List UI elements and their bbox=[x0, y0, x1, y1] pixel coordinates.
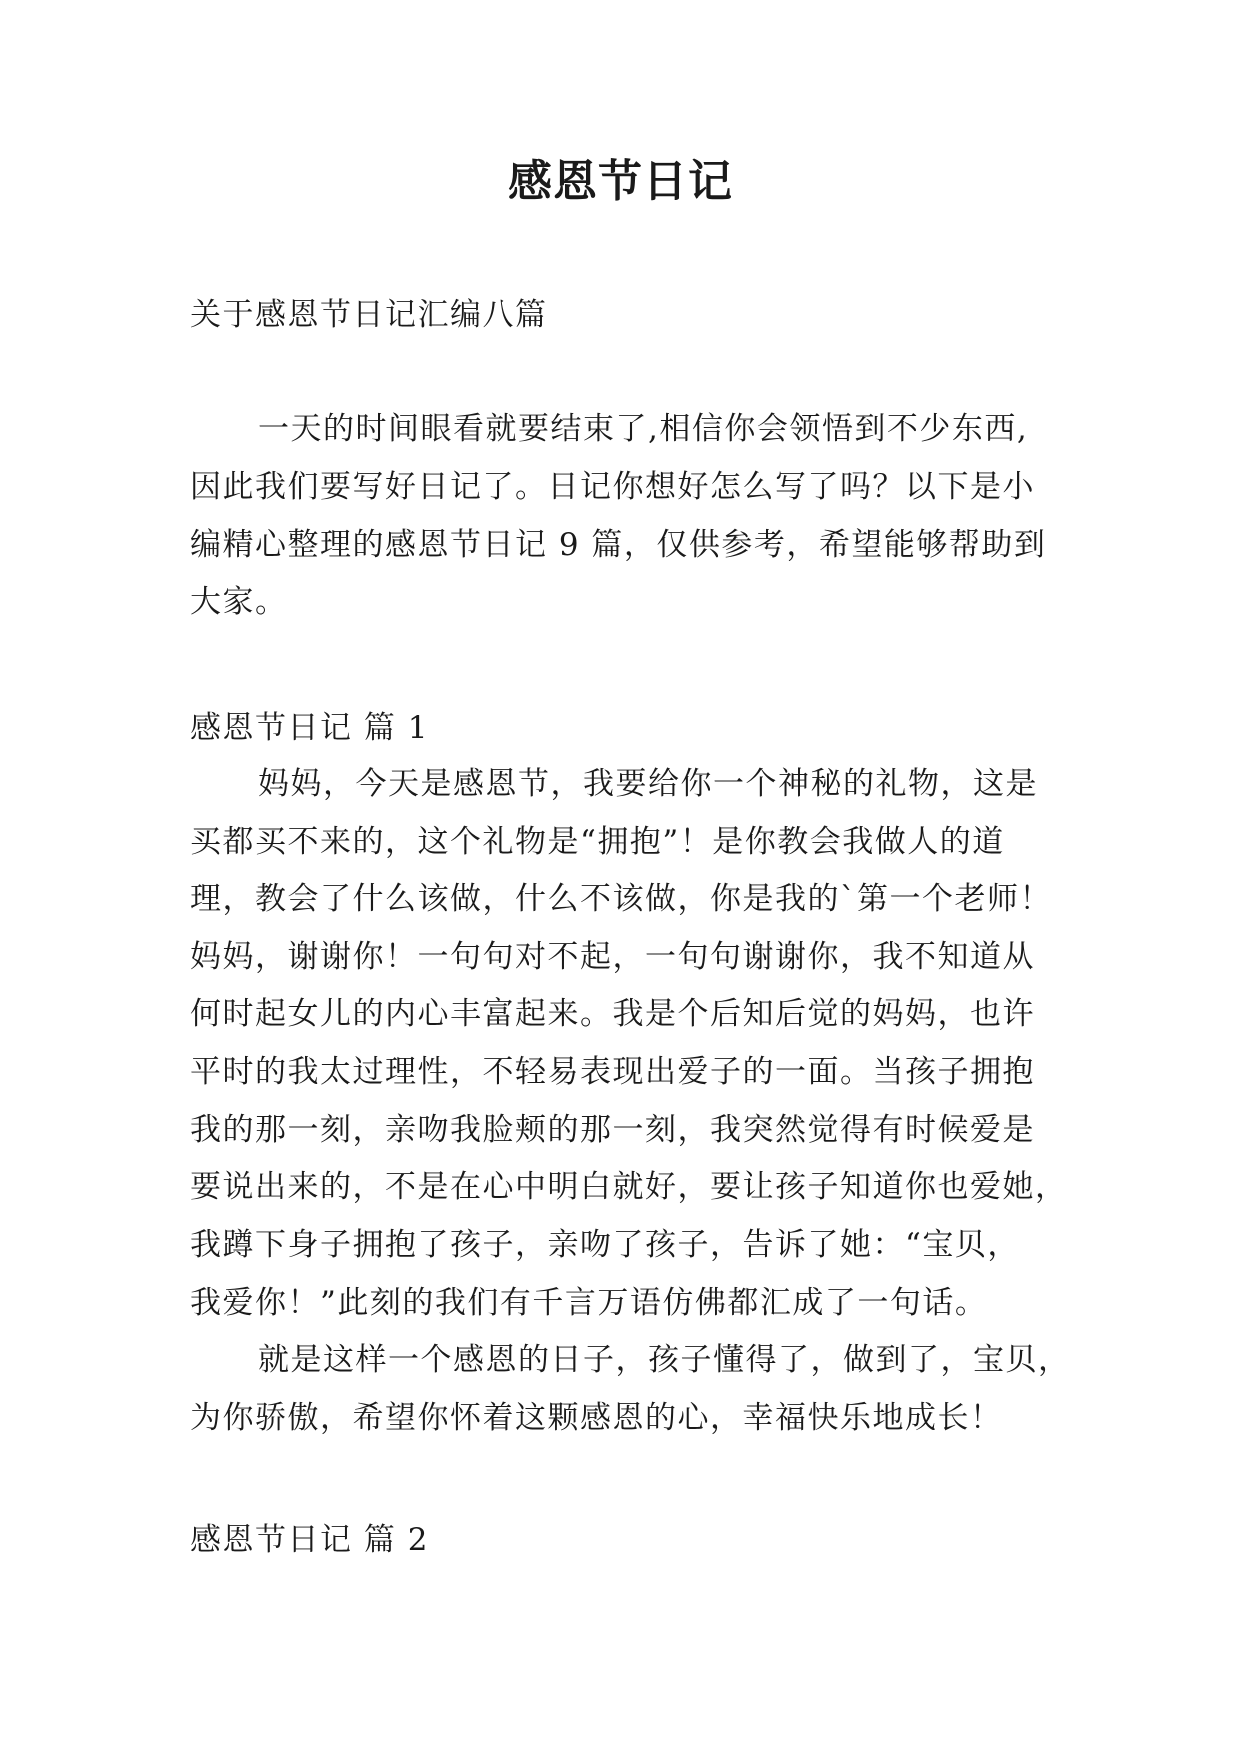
document-subtitle: 关于感恩节日记汇编八篇 bbox=[190, 297, 548, 333]
intro-line: 一天的时间眼看就要结束了,相信你会领悟到不少东西, bbox=[258, 411, 1029, 447]
paragraph-line: 妈妈，今天是感恩节，我要给你一个神秘的礼物，这是 bbox=[258, 766, 1038, 802]
paragraph-line: 买都买不来的，这个礼物是“拥抱”！是你教会我做人的道 bbox=[190, 824, 1005, 860]
paragraph-line: 就是这样一个感恩的日子，孩子懂得了，做到了，宝贝， bbox=[258, 1342, 1071, 1378]
paragraph-line: 我的那一刻，亲吻我脸颊的那一刻，我突然觉得有时候爱是 bbox=[190, 1112, 1035, 1148]
document-title: 感恩节日记 bbox=[508, 156, 733, 207]
paragraph-line: 妈妈，谢谢你！一句句对不起，一句句谢谢你，我不知道从 bbox=[190, 939, 1035, 975]
paragraph-line: 我爱你！”此刻的我们有千言万语仿佛都汇成了一句话。 bbox=[190, 1285, 988, 1321]
intro-line: 因此我们要写好日记了。日记你想好怎么写了吗？以下是小 bbox=[190, 469, 1035, 505]
section-heading-2: 感恩节日记 篇 2 bbox=[190, 1522, 429, 1558]
paragraph-line: 何时起女儿的内心丰富起来。我是个后知后觉的妈妈，也许 bbox=[190, 996, 1035, 1032]
paragraph-line: 为你骄傲，希望你怀着这颗感恩的心，幸福快乐地成长！ bbox=[190, 1400, 1003, 1436]
paragraph-line: 平时的我太过理性，不轻易表现出爱子的一面。当孩子拥抱 bbox=[190, 1054, 1035, 1090]
paragraph-line: 理，教会了什么该做，什么不该做，你是我的`第一个老师！ bbox=[190, 881, 1052, 917]
section-heading-1: 感恩节日记 篇 1 bbox=[190, 710, 429, 746]
intro-line: 大家。 bbox=[190, 584, 288, 620]
intro-line: 编精心整理的感恩节日记 9 篇，仅供参考，希望能够帮助到 bbox=[190, 527, 1047, 563]
paragraph-line: 我蹲下身子拥抱了孩子，亲吻了孩子，告诉了她：“宝贝， bbox=[190, 1227, 1020, 1263]
paragraph-line: 要说出来的，不是在心中明白就好，要让孩子知道你也爱她， bbox=[190, 1169, 1068, 1205]
